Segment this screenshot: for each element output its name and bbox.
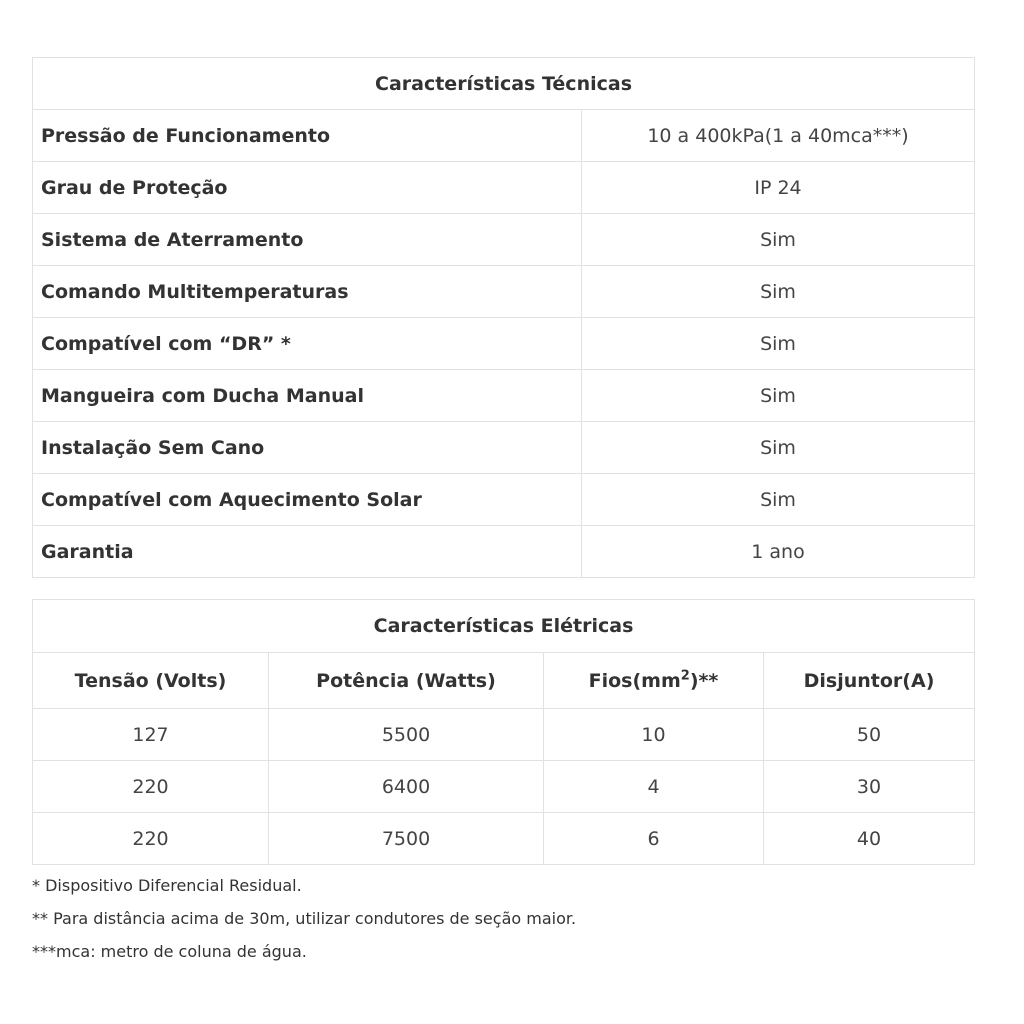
- cell-fios: 6: [544, 813, 764, 865]
- table-row: [33, 110, 975, 162]
- table-row: [33, 813, 975, 865]
- header-tensao: Tensão (Volts): [33, 653, 269, 709]
- technical-specs-table: [32, 57, 975, 578]
- table-row: [33, 422, 975, 474]
- spec-value: Sim: [582, 318, 975, 370]
- cell-disjuntor: 30: [764, 761, 975, 813]
- cell-tensao: 220: [33, 761, 269, 813]
- spec-value: IP 24: [582, 162, 975, 214]
- spec-value: Sim: [582, 370, 975, 422]
- spec-label: Mangueira com Ducha Manual: [33, 370, 582, 422]
- header-fios-superscript: 2: [680, 668, 690, 684]
- spec-label: Compatível com Aquecimento Solar: [33, 474, 582, 526]
- spec-value: Sim: [582, 474, 975, 526]
- header-fios-suffix: )**: [689, 669, 719, 692]
- header-potencia: Potência (Watts): [269, 653, 544, 709]
- spec-label: Compatível com “DR” *: [33, 318, 582, 370]
- spec-value: Sim: [582, 266, 975, 318]
- cell-disjuntor: 40: [764, 813, 975, 865]
- spec-label: Pressão de Funcionamento: [33, 110, 582, 162]
- cell-fios: 10: [544, 709, 764, 761]
- spec-label: Sistema de Aterramento: [33, 214, 582, 266]
- table-title-row: [33, 58, 975, 110]
- header-fios-text: Fios(mm: [588, 669, 681, 692]
- table-row: [33, 318, 975, 370]
- footnote: * Dispositivo Diferencial Residual.: [32, 876, 302, 895]
- table-row: [33, 162, 975, 214]
- cell-tensao: 127: [33, 709, 269, 761]
- spec-value: 10 a 400kPa(1 a 40mca***): [582, 110, 975, 162]
- table-row: [33, 266, 975, 318]
- table-row: [33, 370, 975, 422]
- spec-label: Garantia: [33, 526, 582, 578]
- cell-potencia: 7500: [269, 813, 544, 865]
- table-title-row: [33, 600, 975, 653]
- spec-value: 1 ano: [582, 526, 975, 578]
- cell-tensao: 220: [33, 813, 269, 865]
- technical-specs-title: Características Técnicas: [33, 58, 975, 110]
- header-fios: [544, 653, 764, 709]
- cell-potencia: 5500: [269, 709, 544, 761]
- electrical-specs-table: [32, 599, 975, 865]
- table-row: [33, 474, 975, 526]
- table-row: [33, 214, 975, 266]
- spec-label: Grau de Proteção: [33, 162, 582, 214]
- spec-value: Sim: [582, 422, 975, 474]
- footnotes: [32, 872, 576, 971]
- footnote: ***mca: metro de coluna de água.: [32, 942, 307, 961]
- table-row: [33, 709, 975, 761]
- table-header-row: [33, 653, 975, 709]
- table-row: [33, 761, 975, 813]
- cell-potencia: 6400: [269, 761, 544, 813]
- table-row: [33, 526, 975, 578]
- cell-fios: 4: [544, 761, 764, 813]
- footnote: ** Para distância acima de 30m, utilizar condutores de seção maior.: [32, 909, 577, 928]
- header-disjuntor: Disjuntor(A): [764, 653, 975, 709]
- spec-label: Instalação Sem Cano: [33, 422, 582, 474]
- spec-value: Sim: [582, 214, 975, 266]
- spec-label: Comando Multitemperaturas: [33, 266, 582, 318]
- cell-disjuntor: 50: [764, 709, 975, 761]
- electrical-specs-title: Características Elétricas: [33, 600, 975, 653]
